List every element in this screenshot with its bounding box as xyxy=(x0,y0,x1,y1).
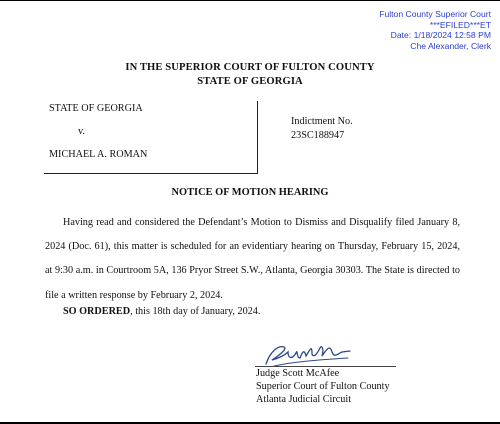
caption-plaintiff: STATE OF GEORGIA xyxy=(49,103,143,114)
caption-divider-vertical xyxy=(257,101,258,174)
court-heading-line1: IN THE SUPERIOR COURT OF FULTON COUNTY xyxy=(125,62,375,73)
court-heading-line2: STATE OF GEORGIA xyxy=(197,76,303,87)
so-ordered-date: , this 18th day of January, 2024. xyxy=(130,306,261,317)
judge-name: Judge Scott McAfee xyxy=(256,368,340,379)
notice-body: Having read and considered the Defendant’s Motion to Dismiss and Disqualify filed January 8, 2024 (Doc. 61), this matter is scheduled for an evidentiary hearing on Thursday, February 15, 2024, at 9:30 a.m. in Courtroom 5A, 136 Pryor Street S.W., Atlanta, Georgia 30303. The State is directed to file a written response by February 2, 2024. xyxy=(45,217,460,301)
caption-divider-horizontal xyxy=(44,173,258,174)
efile-stamp xyxy=(271,9,491,51)
caption-versus: v. xyxy=(78,126,85,137)
page-top-border xyxy=(0,0,500,1)
stamp-status: ***EFILED***ET xyxy=(429,19,491,30)
indictment-number: 23SC188947 xyxy=(291,130,345,141)
stamp-date: Date: 1/18/2024 12:58 PM xyxy=(390,30,491,41)
judge-court: Superior Court of Fulton County xyxy=(256,381,390,392)
so-ordered-line xyxy=(63,306,260,317)
signature-line xyxy=(255,366,396,367)
judge-circuit: Atlanta Judicial Circuit xyxy=(256,394,352,405)
indictment-label: Indictment No. xyxy=(291,116,353,127)
stamp-clerk: Che Alexander, Clerk xyxy=(410,40,491,51)
notice-title: NOTICE OF MOTION HEARING xyxy=(171,187,329,198)
so-ordered-label: SO ORDERED xyxy=(63,306,131,317)
caption-defendant: MICHAEL A. ROMAN xyxy=(49,149,148,160)
stamp-court: Fulton County Superior Court xyxy=(379,9,491,19)
